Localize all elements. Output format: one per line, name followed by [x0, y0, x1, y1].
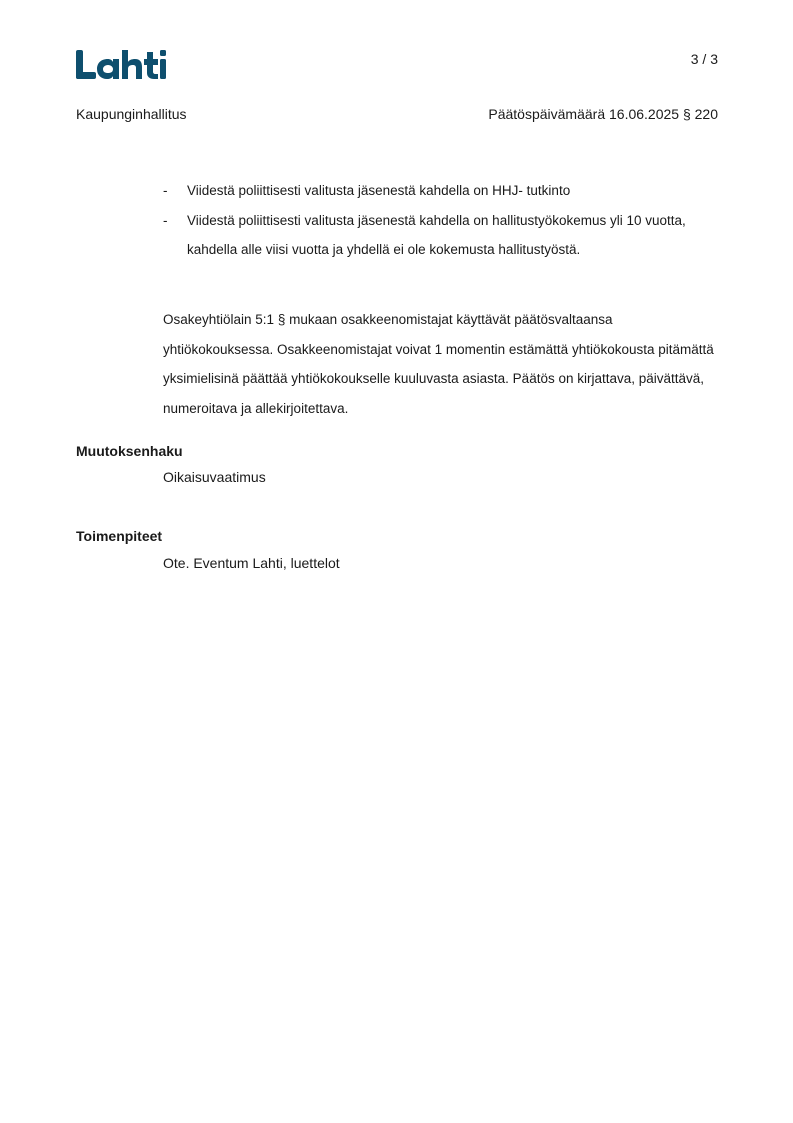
- section-heading-toimenpiteet: Toimenpiteet: [76, 528, 163, 544]
- list-item: [163, 176, 723, 206]
- lahti-logo: [75, 47, 167, 83]
- list-item-text: Viidestä poliittisesti valitusta jäsenestä kahdella on hallitustyökokemus yli 10 vuotta, kahdella alle viisi vuotta ja yhdellä ei ole kokemusta hallitustyöstä.: [187, 212, 686, 257]
- bullet-marker: -: [163, 212, 168, 228]
- list-item: [163, 206, 723, 265]
- section-text-muutoksenhaku: Oikaisuvaatimus: [163, 469, 266, 485]
- section-text-toimenpiteet: Ote. Eventum Lahti, luettelot: [163, 555, 340, 571]
- bullet-list: [163, 176, 723, 265]
- legal-paragraph: Osakeyhtiölain 5:1 § mukaan osakkeenomistajat käyttävät päätösvaltaansa yhtiökokouksessa. Osakkeenomistajat voivat 1 momentin estämättä yhtiökokousta pitämättä yksimielisinä päättää yhtiökokoukselle kuuluvasta asiasta. Päätös on kirjattava, päivättävä, numeroitava ja allekirjoitettava.: [163, 312, 714, 416]
- decision-date-and-section: Päätöspäivämäärä 16.06.2025 § 220: [488, 106, 718, 122]
- list-item-text: Viidestä poliittisesti valitusta jäsenestä kahdella on HHJ- tutkinto: [187, 183, 571, 198]
- lahti-logo-wordmark: [75, 47, 167, 83]
- page-number: 3 / 3: [690, 51, 718, 67]
- section-heading-muutoksenhaku: Muutoksenhaku: [76, 443, 183, 459]
- organization-name: Kaupunginhallitus: [76, 106, 187, 122]
- bullet-marker: -: [163, 183, 168, 198]
